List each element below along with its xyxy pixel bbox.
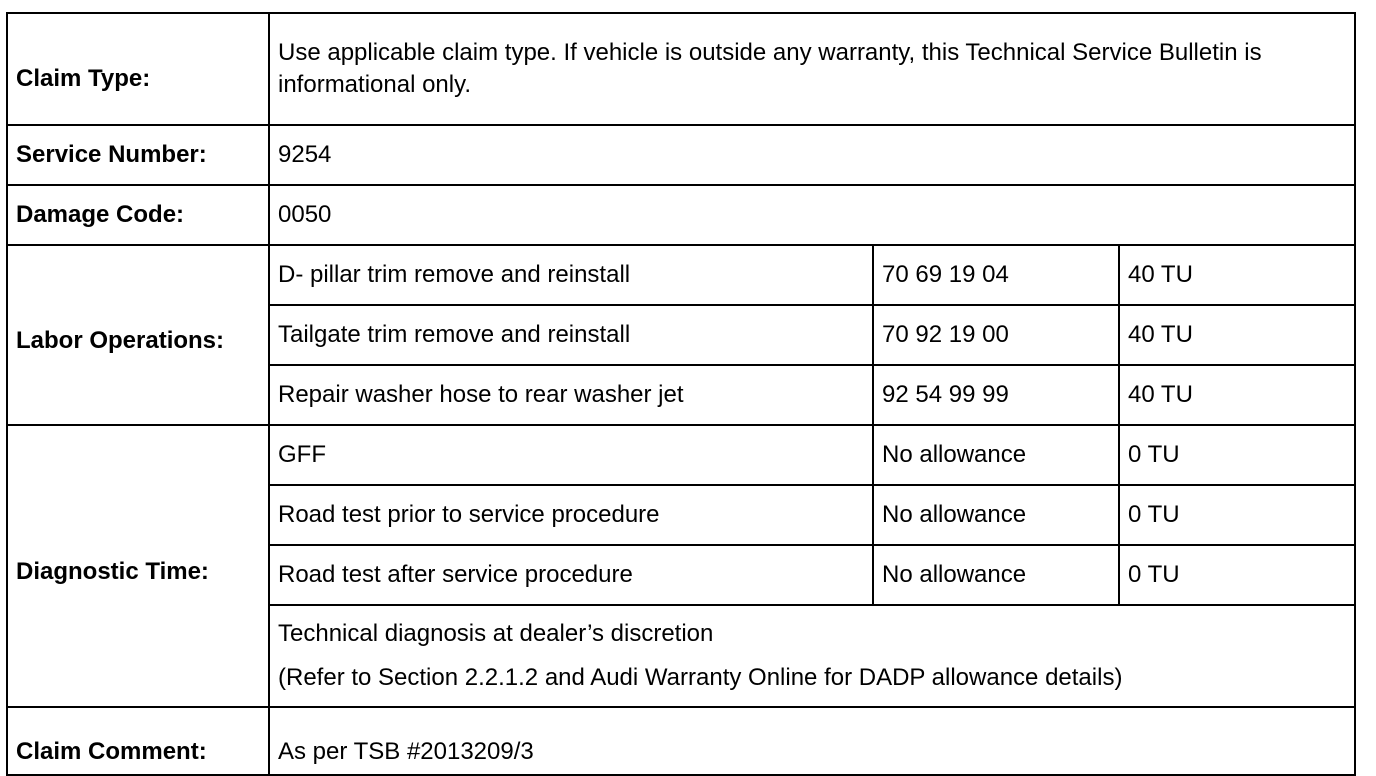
diagnostic-time-description: Road test prior to service procedure [269,485,873,545]
damage-code-value: 0050 [269,185,1355,245]
claim-comment-row [7,707,1355,775]
diagnostic-time-time: 0 TU [1119,485,1355,545]
labor-operation-time: 40 TU [1119,305,1355,365]
labor-operation-time: 40 TU [1119,365,1355,425]
labor-operation-description: Repair washer hose to rear washer jet [269,365,873,425]
diagnostic-note-line1: Technical diagnosis at dealer’s discretion [278,620,714,647]
claim-comment-value: As per TSB #2013209/3 [269,707,1355,775]
diagnostic-time-time: 0 TU [1119,545,1355,605]
diagnostic-note [269,605,1355,707]
diagnostic-note-line2: (Refer to Section 2.2.1.2 and Audi Warranty Online for DADP allowance details) [278,664,1123,691]
service-number-label: Service Number: [7,125,269,185]
labor-operation-time: 40 TU [1119,245,1355,305]
labor-operation-code: 70 92 19 00 [873,305,1119,365]
diagnostic-time-description: GFF [269,425,873,485]
damage-code-row [7,185,1355,245]
service-number-row [7,125,1355,185]
diagnostic-time-time: 0 TU [1119,425,1355,485]
labor-operations-label: Labor Operations: [7,245,269,425]
claim-comment-label: Claim Comment: [7,707,269,775]
labor-operation-code: 70 69 19 04 [873,245,1119,305]
diagnostic-time-code: No allowance [873,425,1119,485]
damage-code-label: Damage Code: [7,185,269,245]
labor-operation-description: Tailgate trim remove and reinstall [269,305,873,365]
labor-operation-code: 92 54 99 99 [873,365,1119,425]
diagnostic-time-code: No allowance [873,545,1119,605]
claim-type-row [7,13,1355,125]
claim-type-value: Use applicable claim type. If vehicle is outside any warranty, this Technical Service Bulletin is informational only. [269,13,1355,125]
diagnostic-time-description: Road test after service procedure [269,545,873,605]
labor-operation-row [7,245,1355,305]
claim-type-label: Claim Type: [7,13,269,125]
service-number-value: 9254 [269,125,1355,185]
labor-operation-description: D- pillar trim remove and reinstall [269,245,873,305]
diagnostic-time-code: No allowance [873,485,1119,545]
diagnostic-time-row [7,425,1355,485]
diagnostic-time-label: Diagnostic Time: [7,425,269,707]
warranty-claim-table [6,12,1356,776]
